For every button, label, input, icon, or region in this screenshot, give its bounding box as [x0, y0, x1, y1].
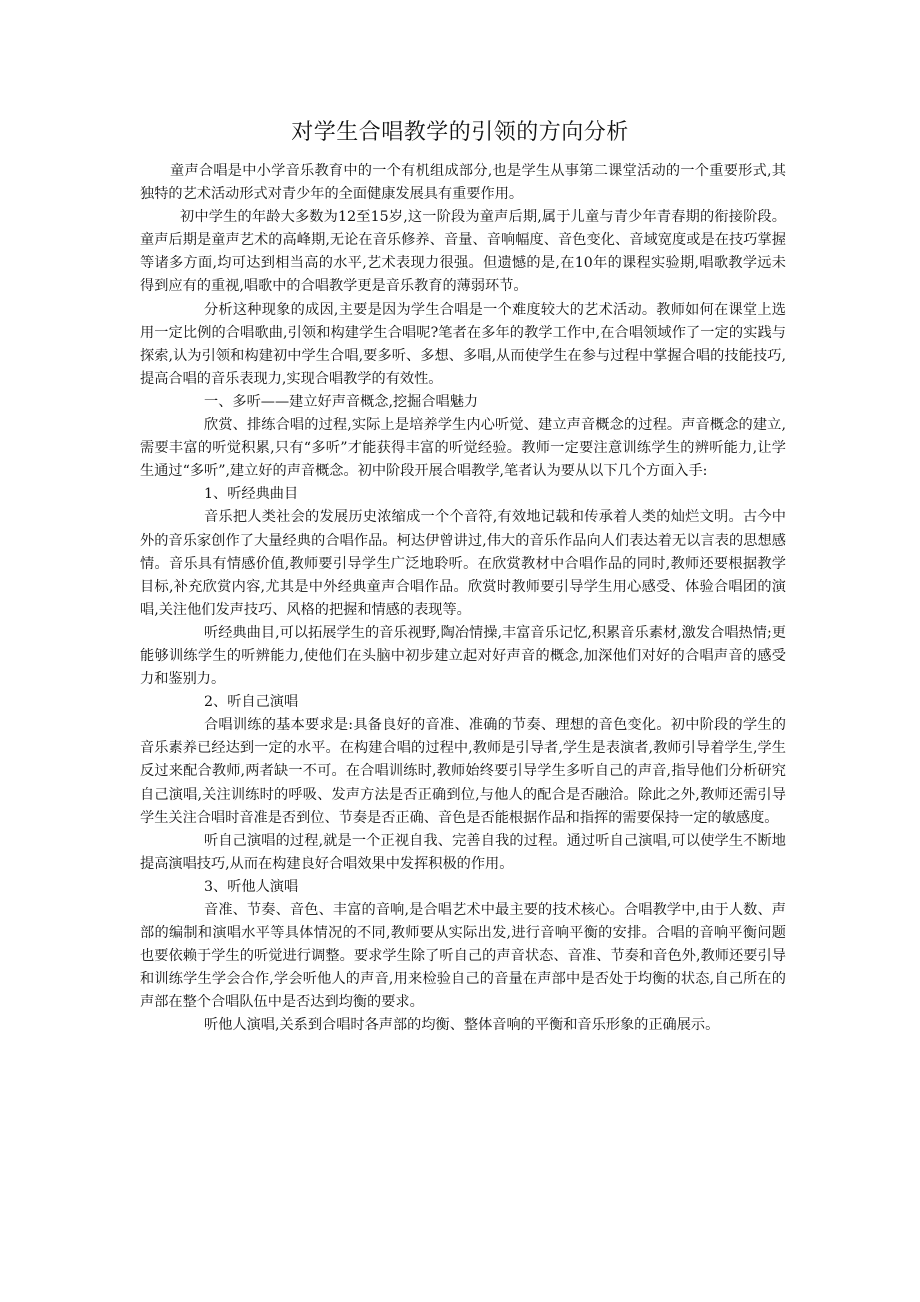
paragraph-listen-self: 合唱训练的基本要求是:具备良好的音准、准确的节奏、理想的音色变化。初中阶段的学生的音乐素养已经达到一定的水平。在构建合唱的过程中,教师是引导者,学生是表演者,教师引导着学生,学生反过来配合教师,两者缺一不可。在合唱训练时,教师始终要引导学生多听自己的声音,指导他们分析研究自己演唱,关注训练时的呼吸、发声方法是否正确到位,与他人的配合是否融洽。除此之外,教师还需引导学生关注合唱时音准是否到位、节奏是否正确、音色是否能根据作品和指挥的需要保持一定的敏感度。: [140, 717, 786, 826]
paragraph-age-stage: 初中学生的年龄大多数为12至15岁,这一阶段为童声后期,属于儿童与青少年青春期的衔接阶段。童声后期是童声艺术的高峰期,无论在音乐修养、音量、音响幅度、音色变化、音域宽度或是在技巧掌握等诸多方面,均可达到相当高的水平,艺术表现力很强。但遗憾的是,在10年的课程实验期,唱歌教学远未得到应有的重视,唱歌中的合唱教学更是音乐教育的薄弱环节。: [140, 209, 786, 295]
document-body: [140, 160, 786, 1038]
subheading-classic-works: 1、听经典曲目: [204, 486, 299, 503]
paragraph-classic-benefits: 听经典曲目,可以拓展学生的音乐视野,陶冶情操,丰富音乐记忆,积累音乐素材,激发合唱热情;更能够训练学生的听辨能力,使他们在头脑中初步建立起对好声音的概念,加深他们对好的合唱声音的感受力和鉴别力。: [140, 624, 786, 688]
paragraph-listening-concept: 欣赏、排练合唱的过程,实际上是培养学生内心听觉、建立声音概念的过程。声音概念的建立,需要丰富的听觉积累,只有“多听”才能获得丰富的听觉经验。教师一定要注意训练学生的辨听能力,让学生通过“多听”,建立好的声音概念。初中阶段开展合唱教学,笔者认为要从以下几个方面入手:: [140, 417, 786, 480]
document-title: 对学生合唱教学的引领的方向分析: [291, 120, 629, 145]
paragraph-listen-others-balance: 听他人演唱,关系到合唱时各声部的均衡、整体音响的平衡和音乐形象的正确展示。: [204, 1017, 720, 1034]
paragraph-intro: 童声合唱是中小学音乐教育中的一个有机组成部分,也是学生从事第二课堂活动的一个重要形式,其独特的艺术活动形式对青少年的全面健康发展具有重要作用。: [140, 163, 786, 203]
paragraph-listen-self-process: 听自己演唱的过程,就是一个正视自我、完善自我的过程。通过听自己演唱,可以使学生不断地提高演唱技巧,从而在构建良好合唱效果中发挥积极的作用。: [140, 832, 786, 872]
subheading-listen-self: 2、听自己演唱: [204, 694, 299, 711]
paragraph-classic-works: 音乐把人类社会的发展历史浓缩成一个个音符,有效地记载和传承着人类的灿烂文明。古今中外的音乐家创作了大量经典的合唱作品。柯达伊曾讲过,伟大的音乐作品向人们表达着无以言表的思想感情。音乐具有情感价值,教师要引导学生广泛地聆听。在欣赏教材中合唱作品的同时,教师还要根据教学目标,补充欣赏内容,尤其是中外经典童声合唱作品。欣赏时教师要引导学生用心感受、体验合唱团的演唱,关注他们发声技巧、风格的把握和情感的表现等。: [140, 509, 786, 618]
section-heading-listen-more: 一、多听——建立好声音概念,挖掘合唱魅力: [204, 393, 479, 410]
paragraph-analysis: 分析这种现象的成因,主要是因为学生合唱是一个难度较大的艺术活动。教师如何在课堂上选用一定比例的合唱歌曲,引领和构建学生合唱呢?笔者在多年的教学工作中,在合唱领域作了一定的实践与探索,认为引领和构建初中学生合唱,要多听、多想、多唱,从而使学生在参与过程中掌握合唱的技能技巧,提高合唱的音乐表现力,实现合唱教学的有效性。: [140, 301, 786, 387]
subheading-listen-others: 3、听他人演唱: [204, 878, 299, 895]
paragraph-listen-others: 音准、节奏、音色、丰富的音响,是合唱艺术中最主要的技术核心。合唱教学中,由于人数、声部的编制和演唱水平等具体情况的不同,教师要从实际出发,进行音响平衡的安排。合唱的音响平衡问题也要依赖于学生的听觉进行调整。要求学生除了听自己的声音状态、音准、节奏和音色外,教师还要引导和训练学生学会合作,学会听他人的声音,用来检验自己的音量在声部中是否处于均衡的状态,自己所在的声部在整个合唱队伍中是否达到均衡的要求。: [140, 902, 786, 1011]
